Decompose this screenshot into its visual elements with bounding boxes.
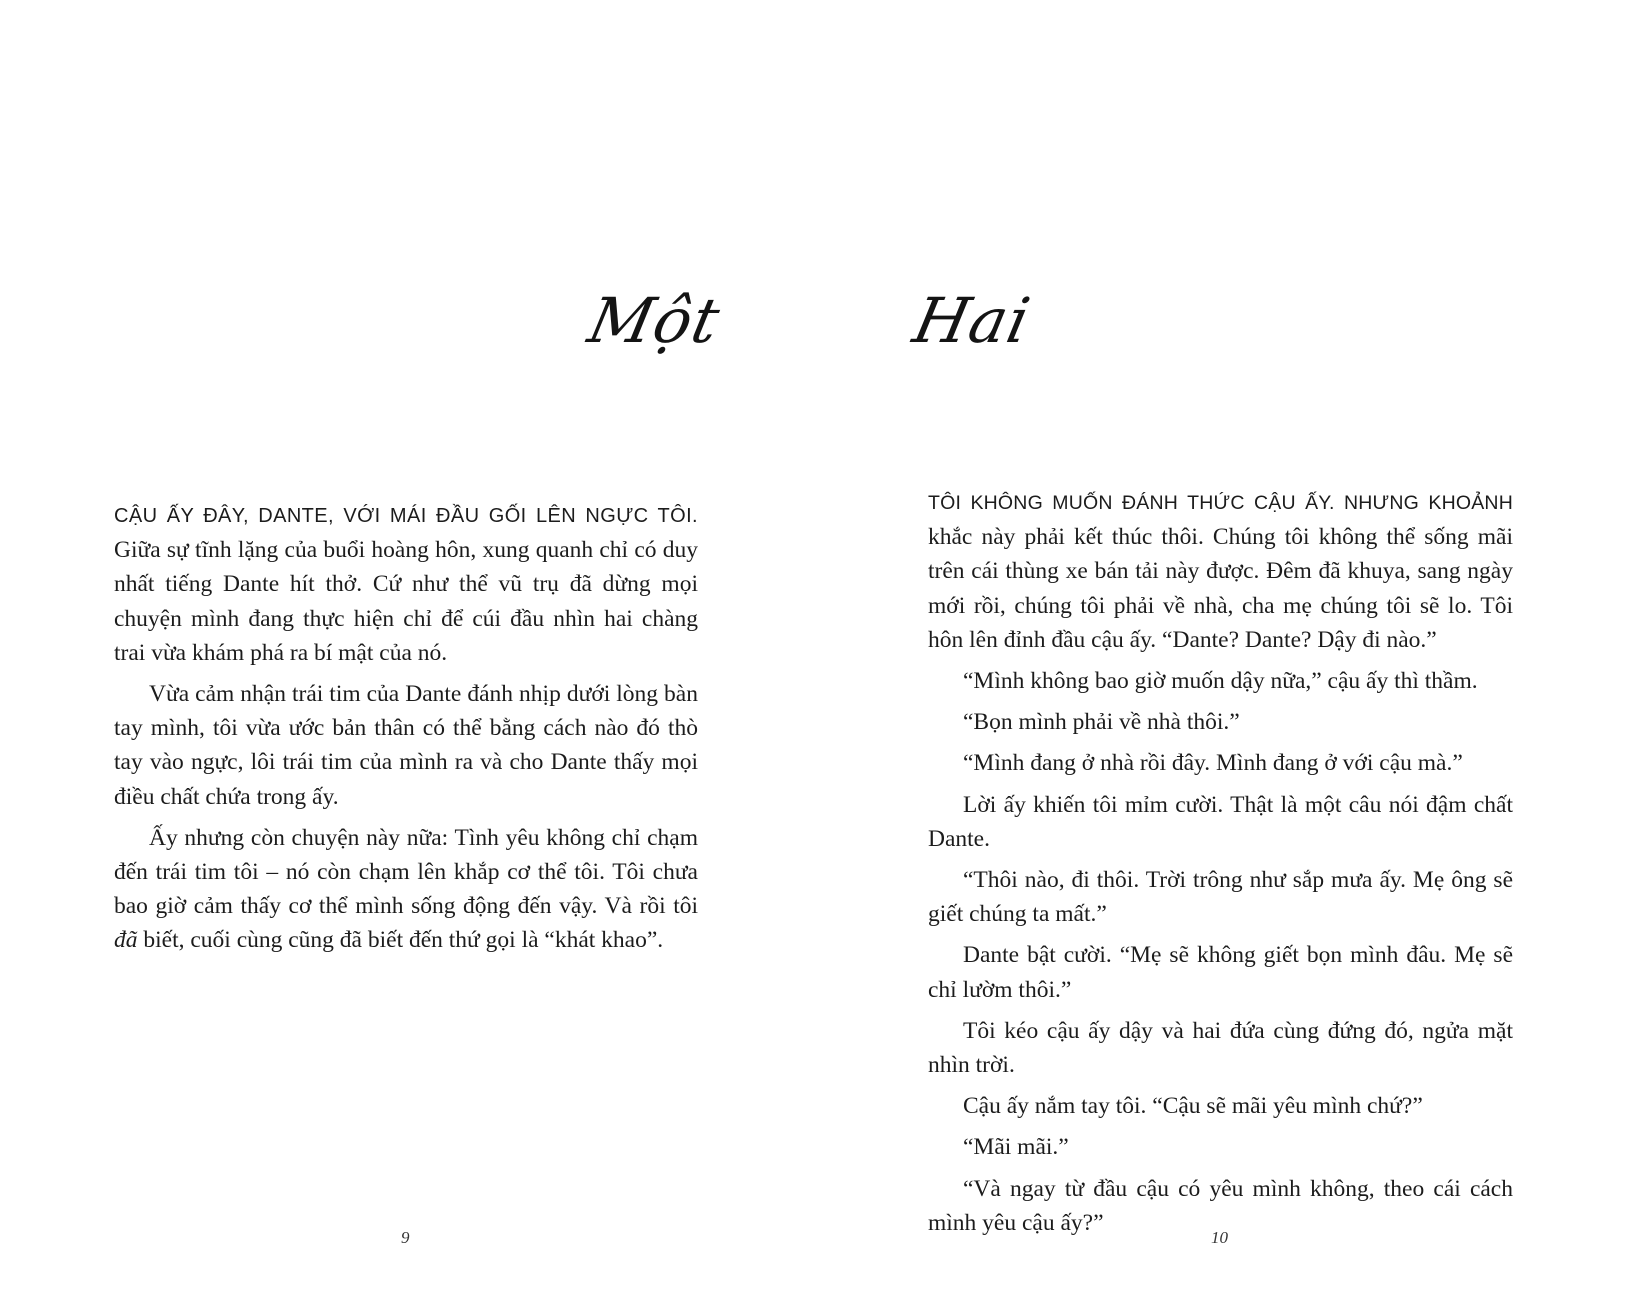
paragraph: “Và ngay từ đầu cậu có yêu mình không, theo cái cách mình yêu cậu ấy?” xyxy=(928,1175,1513,1236)
paragraph: “Mình không bao giờ muốn dậy nữa,” cậu ấy thì thầm. xyxy=(963,668,1478,695)
paragraph: Lời ấy khiến tôi mỉm cười. Thật là một câu nói đậm chất Dante. xyxy=(928,791,1513,852)
lead-in-smallcaps: CẬU ẤY ĐÂY, DANTE, VỚI MÁI ĐẦU GỐI LÊN NGỰC TÔI. xyxy=(114,505,698,527)
paragraph xyxy=(114,498,698,670)
paragraph-text: Ấy nhưng còn chuyện này nữa: Tình yêu không chỉ chạm đến trái tim tôi – nó còn chạm lên khắp cơ thể tôi. Tôi chưa bao giờ cảm thấy cơ thể mình sống động đến vậy. Và rồi tôi xyxy=(114,824,698,920)
page-number: 9 xyxy=(401,1228,410,1247)
chapter-title: Một xyxy=(582,284,727,357)
paragraph xyxy=(928,485,1513,657)
right-page xyxy=(815,0,1630,1298)
lead-in-smallcaps: TÔI KHÔNG MUỐN ĐÁNH THỨC CẬU ẤY. NHƯNG KHOẢNH xyxy=(928,492,1513,514)
paragraph: “Mình đang ở nhà rồi đây. Mình đang ở với cậu mà.” xyxy=(963,750,1463,777)
page-number: 10 xyxy=(1211,1228,1228,1247)
paragraph: Cậu ấy nắm tay tôi. “Cậu sẽ mãi yêu mình chứ?” xyxy=(963,1093,1423,1120)
chapter-title: Hai xyxy=(907,284,1037,357)
body-text xyxy=(928,485,1513,1247)
paragraph: “Thôi nào, đi thôi. Trời trông như sắp mưa ấy. Mẹ ông sẽ giết chúng ta mất.” xyxy=(928,867,1513,928)
paragraph: Tôi kéo cậu ấy dậy và hai đứa cùng đứng đó, ngửa mặt nhìn trời. xyxy=(928,1017,1513,1079)
paragraph xyxy=(114,821,698,958)
paragraph-text: khắc này phải kết thúc thôi. Chúng tôi không thể sống mãi trên cái thùng xe bán tải này được. Đêm đã khuya, sang ngày mới rồi, chúng tôi phải về nhà, cha mẹ chúng tôi sẽ lo. Tôi hôn lên đỉnh đầu cậu ấy. “Dante? Dante? Dậy đi nào.” xyxy=(928,524,1513,653)
paragraph: Vừa cảm nhận trái tim của Dante đánh nhịp dưới lòng bàn tay mình, tôi vừa ước bản thân có thể bằng cách nào đó thò tay vào ngực, lôi trái tim của mình ra và cho Dante thấy mọi điều chất chứa trong ấy. xyxy=(114,681,698,810)
paragraph-text: biết, cuối cùng cũng đã biết đến thứ gọi là “khát khao”. xyxy=(137,927,664,954)
paragraph: Dante bật cười. “Mẹ sẽ không giết bọn mình đâu. Mẹ sẽ chỉ lườm thôi.” xyxy=(928,942,1513,1003)
body-text xyxy=(114,498,698,965)
paragraph-text: Giữa sự tĩnh lặng của buổi hoàng hôn, xung quanh chỉ có duy nhất tiếng Dante hít thở. Cứ như thể vũ trụ đã dừng mọi chuyện mình đang thực hiện chỉ để cúi đầu nhìn hai chàng trai vừa khám phá ra bí mật của nó. xyxy=(114,537,698,666)
paragraph: “Bọn mình phải về nhà thôi.” xyxy=(963,709,1240,736)
emphasis-text: đã xyxy=(114,927,138,954)
paragraph: “Mãi mãi.” xyxy=(963,1134,1069,1161)
